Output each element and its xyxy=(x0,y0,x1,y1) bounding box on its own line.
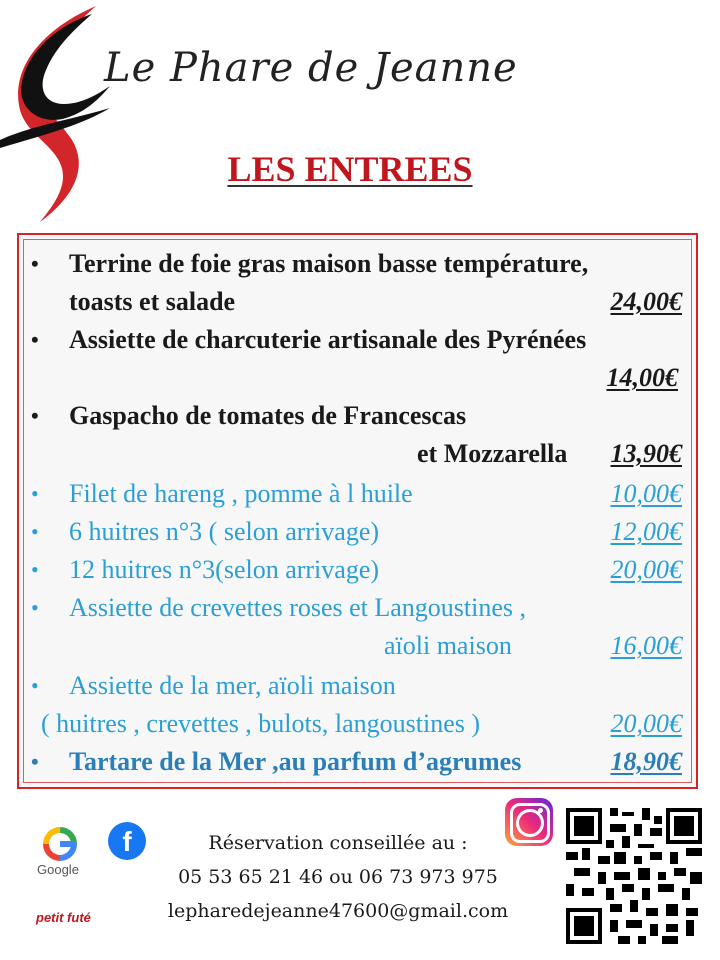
bullet: • xyxy=(31,327,39,352)
menu-item-line xyxy=(19,745,696,779)
menu-item-text: 12 huitres n°3(selon arrivage) xyxy=(69,555,380,584)
menu-item-line xyxy=(19,591,696,625)
phone-numbers[interactable]: 05 53 65 21 46 ou 06 73 973 975 xyxy=(178,866,498,888)
bullet: • xyxy=(31,749,39,774)
menu-box xyxy=(17,233,698,789)
bullet: • xyxy=(31,251,39,276)
facebook-glyph: f xyxy=(122,826,132,857)
menu-item-text: 6 huitres n°3 ( selon arrivage) xyxy=(69,517,380,546)
bullet: • xyxy=(31,403,39,428)
menu-items xyxy=(19,235,696,787)
instagram-dot xyxy=(538,808,543,813)
menu-item-text: Filet de hareng , pomme à l huile xyxy=(69,479,413,508)
bullet: • xyxy=(31,481,39,506)
menu-item-line xyxy=(19,247,696,281)
google-label: Google xyxy=(37,862,79,877)
menu-item-price: 10,00€ xyxy=(610,479,682,508)
menu-item-line xyxy=(19,553,696,587)
menu-item-text: Gaspacho de tomates de Francescas xyxy=(69,401,467,430)
instagram-lens xyxy=(516,809,544,837)
menu-item-line xyxy=(19,669,696,703)
menu-item-text: Assiette de crevettes roses et Langoustines , xyxy=(69,593,527,622)
menu-item-line xyxy=(19,399,696,433)
menu-item-line xyxy=(19,515,696,549)
menu-item-text: et Mozzarella xyxy=(417,439,568,468)
menu-item-price: 24,00€ xyxy=(610,287,682,316)
brand-logo-mark xyxy=(0,0,120,225)
menu-item-line xyxy=(19,285,696,319)
menu-item-price: 12,00€ xyxy=(610,517,682,546)
section-title: LES ENTREES xyxy=(227,149,473,189)
reservation-note: Réservation conseillée au : xyxy=(208,832,468,854)
menu-item-price: 18,90€ xyxy=(610,747,682,776)
menu-item-price: 14,00€ xyxy=(606,363,678,392)
contact-block xyxy=(138,826,538,928)
menu-item-line xyxy=(19,477,696,511)
menu-item-price: 20,00€ xyxy=(610,709,682,738)
menu-item-line xyxy=(19,323,696,357)
menu-item-line xyxy=(19,437,696,471)
bullet: • xyxy=(31,595,39,620)
petit-fute-logo[interactable]: petit futé xyxy=(36,910,91,925)
menu-item-text: Terrine de foie gras maison basse température, xyxy=(69,249,589,278)
qr-code[interactable] xyxy=(566,808,702,944)
bullet: • xyxy=(31,519,39,544)
bullet: • xyxy=(31,557,39,582)
menu-item-text: ( huitres , crevettes , bulots, langoustines ) xyxy=(41,709,481,738)
menu-item-price: 20,00€ xyxy=(610,555,682,584)
menu-item-text: Assiette de charcuterie artisanale des Pyrénées xyxy=(69,325,587,354)
menu-item-text: Assiette de la mer, aïoli maison xyxy=(69,671,396,700)
menu-item-line xyxy=(19,361,696,395)
menu-item-line xyxy=(19,707,696,741)
menu-item-text: toasts et salade xyxy=(69,287,236,316)
brand-name: Le Phare de Jeanne xyxy=(104,45,518,91)
instagram-icon[interactable] xyxy=(505,798,553,846)
menu-item-line xyxy=(19,629,696,663)
menu-item-text: Tartare de la Mer ,au parfum d’agrumes xyxy=(69,747,522,776)
bullet: • xyxy=(31,673,39,698)
email-address[interactable]: lepharedejeanne47600@gmail.com xyxy=(167,900,509,922)
menu-item-text: aïoli maison xyxy=(384,631,512,660)
menu-item-price: 13,90€ xyxy=(610,439,682,468)
menu-item-price: 16,00€ xyxy=(610,631,682,660)
